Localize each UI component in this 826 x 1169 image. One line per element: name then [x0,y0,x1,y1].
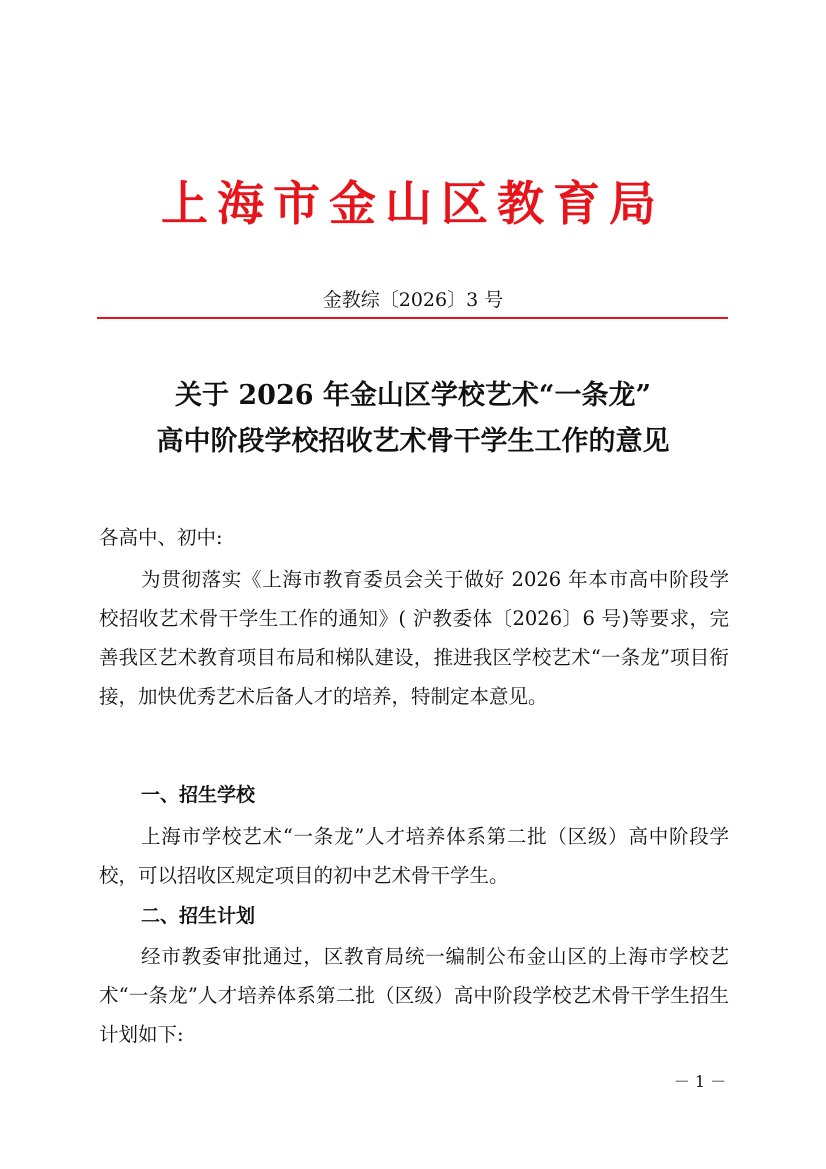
document-number: 金教综〔2026〕3 号 [322,289,504,311]
section-heading-2: 二、招生计划 [141,905,256,927]
page-number: － 1 － [673,1072,727,1091]
section-heading-1: 一、招生学校 [141,784,256,806]
document-title-line-1: 关于 2026 年金山区学校艺术“一条龙” [174,380,651,411]
body-paragraph-1: 为贯彻落实《上海市教育委员会关于做好 2026 年本市高中阶段学校招收艺术骨干学生工作的通知》( 沪教委体〔2026〕6 号)等要求，完善我区艺术教育项目布局和梯队建设，推进我区学校艺术“一条龙”项目衔接，加快优秀艺术后备人才的培养，特制定本意见。 [99,568,729,708]
issuing-organization-header: 上海市金山区教育局 [161,177,665,232]
document-title-line-2: 高中阶段学校招收艺术骨干学生工作的意见 [156,426,670,457]
salutation: 各高中、初中: [99,526,223,549]
body-paragraph-3: 经市教委审批通过，区教育局统一编制公布金山区的上海市学校艺术“一条龙”人才培养体系第二批（区级）高中阶段学校艺术骨干学生招生计划如下: [99,945,729,1046]
red-separator-line [97,317,728,319]
body-paragraph-2: 上海市学校艺术“一条龙”人才培养体系第二批（区级）高中阶段学校，可以招收区规定项目的初中艺术骨干学生。 [99,825,729,887]
